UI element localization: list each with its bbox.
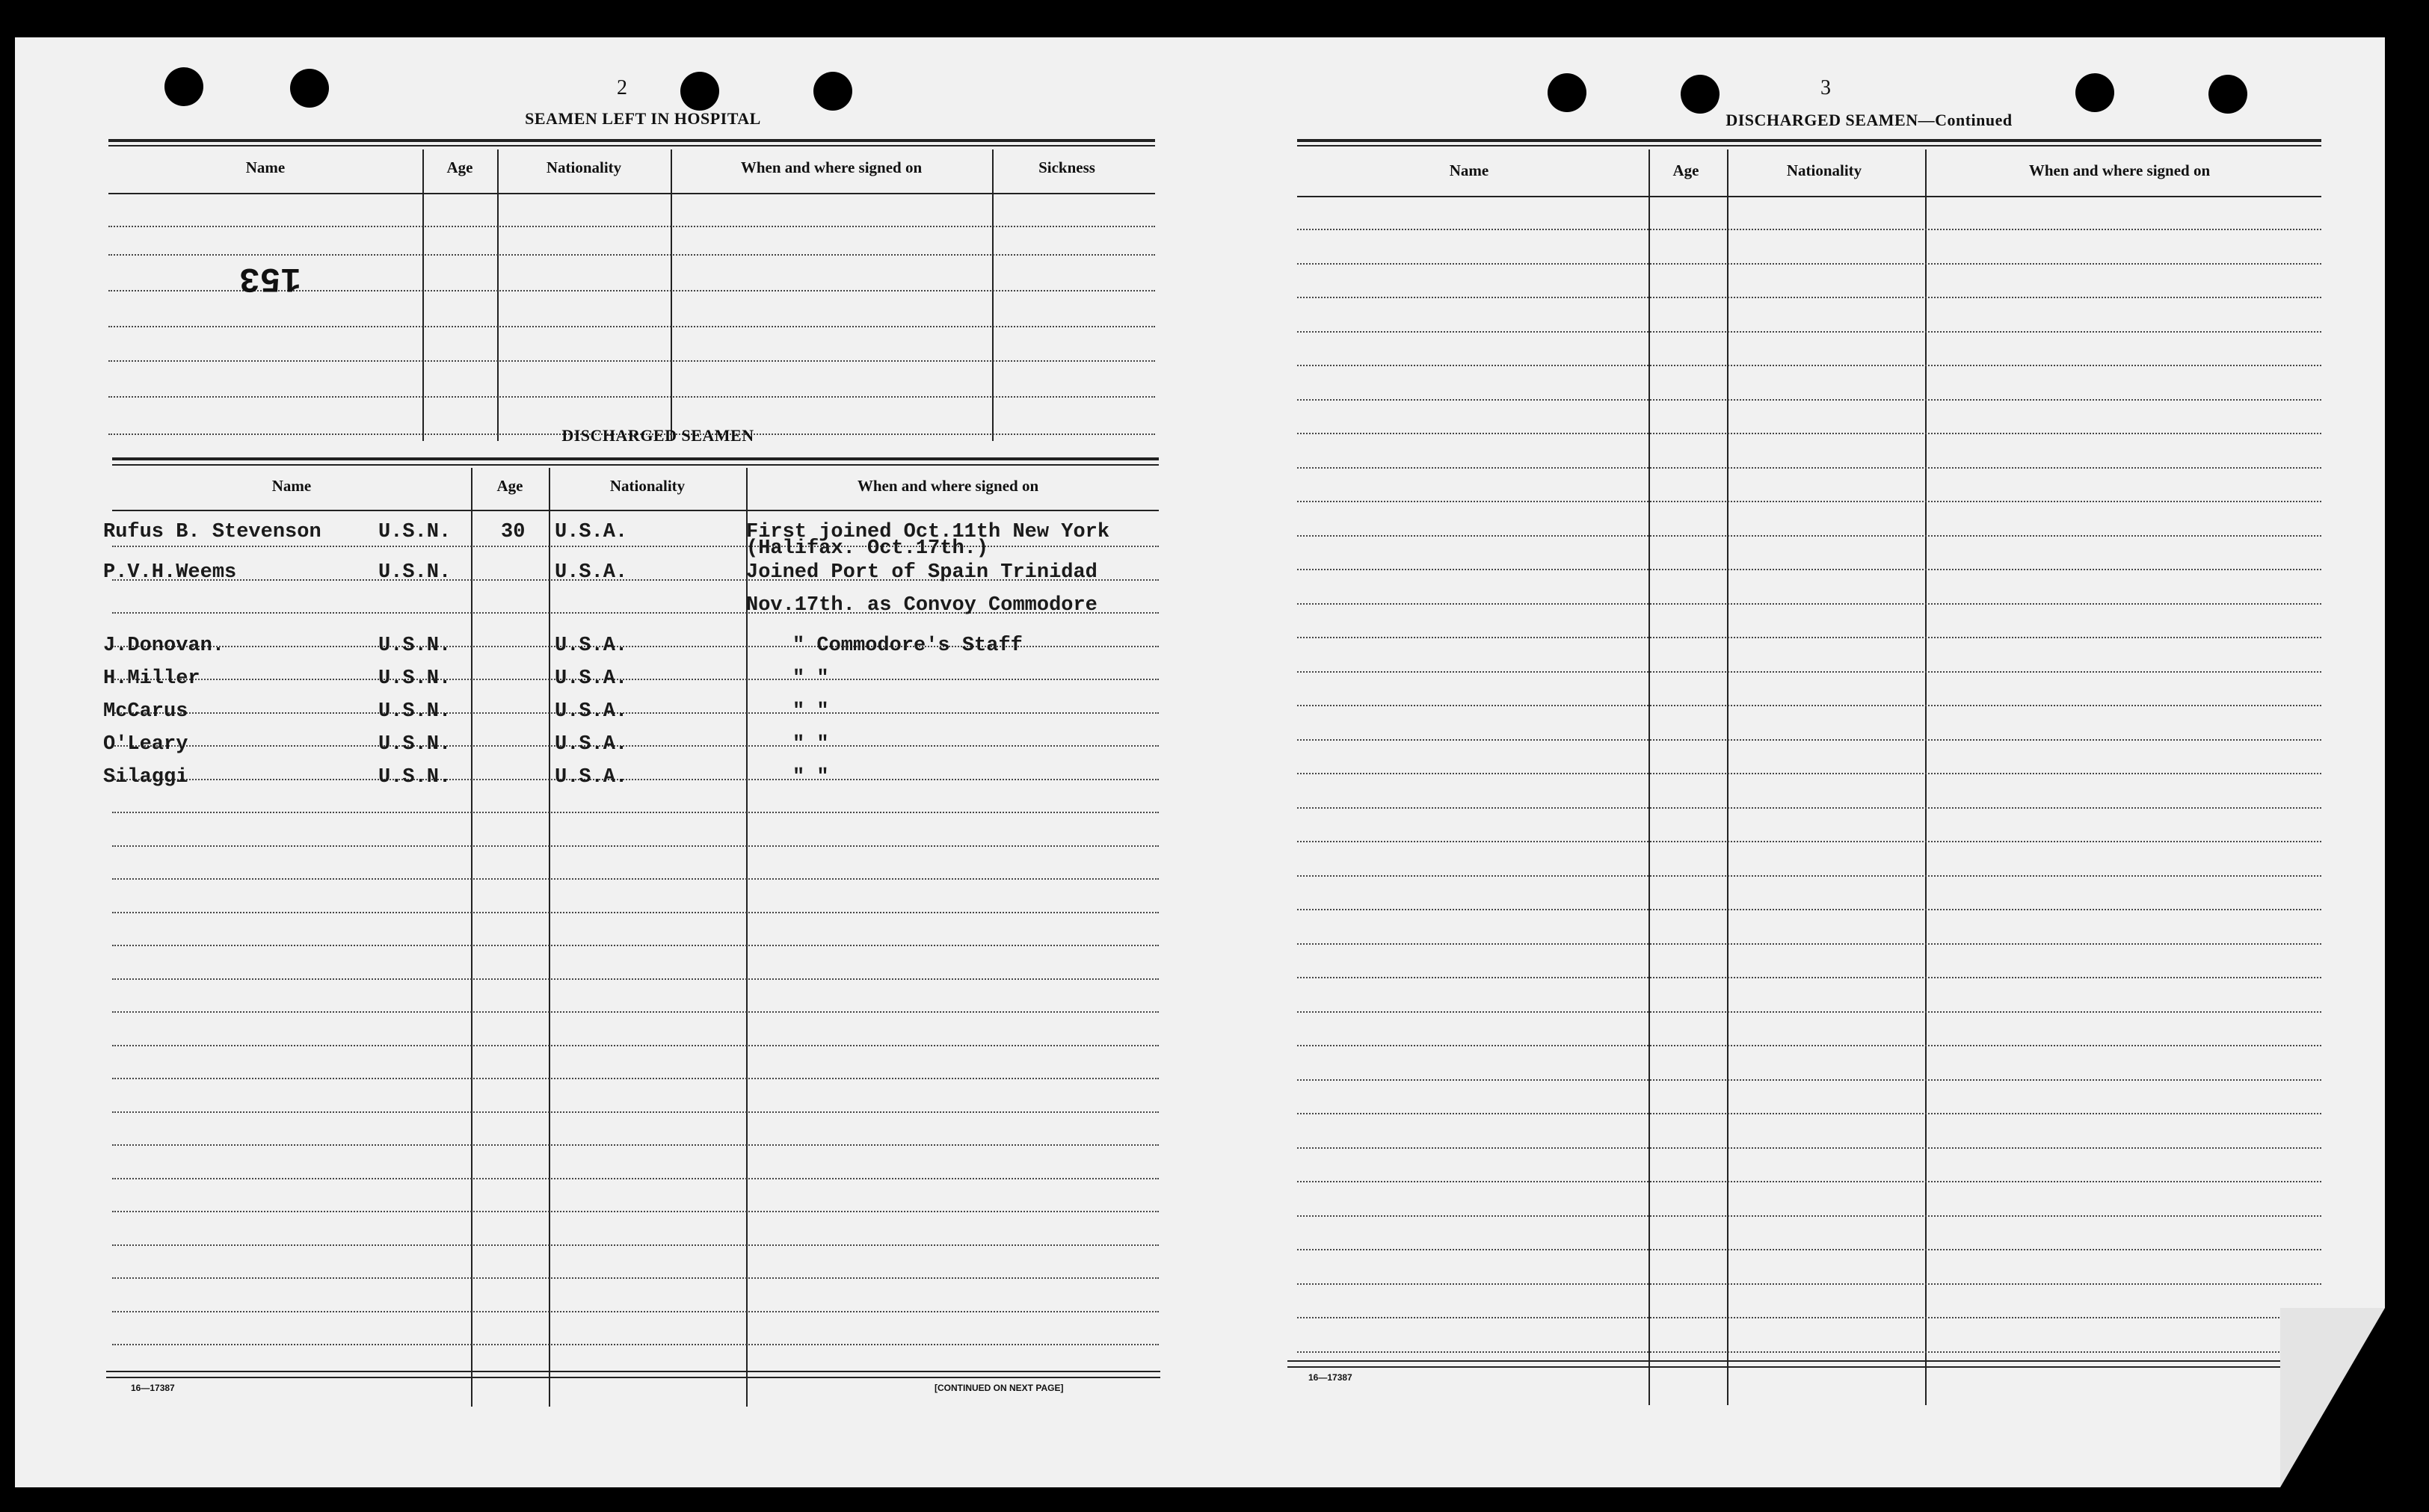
ruled-line	[1297, 807, 2321, 809]
seaman-name: McCarus	[103, 700, 188, 723]
seaman-nationality: U.S.A.	[555, 521, 628, 543]
ruled-line	[1297, 535, 2321, 537]
ruled-line	[112, 1244, 1159, 1246]
left-page	[15, 37, 1196, 1487]
ruled-line	[112, 1045, 1159, 1046]
seaman-signed-on: " "	[792, 733, 829, 756]
punch-hole	[680, 72, 719, 111]
discharged-header-signed-on: When and where signed on	[857, 477, 1039, 495]
right-header-signed-on: When and where signed on	[2028, 161, 2211, 179]
ruled-line	[1297, 603, 2321, 605]
seaman-signed-on: " "	[792, 700, 829, 723]
seaman-age: 30	[501, 521, 526, 543]
ruled-line	[1297, 1045, 2321, 1046]
seaman-nationality: U.S.A.	[555, 635, 628, 657]
right-header-age: Age	[1672, 161, 1699, 179]
page-curl	[2280, 1308, 2385, 1487]
ruled-line	[1297, 229, 2321, 230]
seaman-signed-on: Nov.17th. as Convoy Commodore	[746, 594, 1097, 617]
ruled-line	[1297, 875, 2321, 877]
continued-note: [CONTINUED ON NEXT PAGE]	[935, 1383, 1064, 1393]
ruled-line	[112, 1011, 1159, 1013]
ruled-line	[112, 1078, 1159, 1079]
ruled-line	[1297, 909, 2321, 910]
ruled-line	[112, 1144, 1159, 1146]
ruled-line	[112, 1111, 1159, 1113]
seaman-name: Silaggi	[103, 766, 188, 789]
ruled-line	[1297, 569, 2321, 570]
ruled-line	[1297, 773, 2321, 774]
ruled-line	[1297, 399, 2321, 401]
seaman-signed-on: " Commodore's Staff	[792, 635, 1023, 657]
table-row	[15, 695, 1196, 728]
ruled-line	[1297, 637, 2321, 638]
page-number: 3	[1820, 76, 1831, 99]
right-header-name: Name	[1449, 161, 1489, 179]
seaman-name: H.Miller	[103, 667, 200, 690]
stamp-number: 153	[239, 259, 301, 297]
ruled-line	[112, 845, 1159, 847]
ruled-line	[1297, 331, 2321, 333]
punch-hole	[1548, 73, 1586, 112]
table-row	[15, 589, 1196, 622]
ruled-line	[112, 1211, 1159, 1212]
ruled-line	[112, 812, 1159, 813]
seaman-service: U.S.N.	[378, 700, 452, 723]
right-header-nationality: Nationality	[1786, 161, 1862, 179]
discharged-header-name: Name	[271, 477, 312, 495]
punch-hole	[290, 69, 329, 108]
seaman-name: Rufus B. Stevenson	[103, 521, 321, 543]
seaman-name: J.Donovan.	[103, 635, 225, 657]
seaman-service: U.S.N.	[378, 635, 452, 657]
table-row	[15, 761, 1196, 794]
form-number: 16—17387	[1308, 1372, 1352, 1383]
ruled-line	[1297, 841, 2321, 842]
ruled-line	[1297, 1147, 2321, 1149]
punch-hole	[813, 72, 852, 111]
punch-hole	[164, 67, 203, 106]
table-row	[15, 629, 1196, 662]
ruled-line	[1297, 1249, 2321, 1250]
ruled-line	[1297, 977, 2321, 978]
ruled-line	[1297, 297, 2321, 298]
seaman-name: P.V.H.Weems	[103, 561, 237, 584]
ruled-line	[1297, 943, 2321, 945]
page-number: 2	[617, 76, 627, 99]
seaman-signed-on: First joined Oct.11th New York	[746, 521, 1110, 543]
ruled-line	[1297, 671, 2321, 673]
hospital-header-nationality: Nationality	[546, 158, 622, 176]
ruled-line	[112, 1311, 1159, 1312]
hospital-header-age: Age	[446, 158, 473, 176]
ruled-line	[1297, 1215, 2321, 1217]
punch-hole	[1681, 75, 1720, 114]
ruled-line	[1297, 1113, 2321, 1114]
hospital-header-name: Name	[245, 158, 286, 176]
seaman-signed-on: Joined Port of Spain Trinidad	[746, 561, 1097, 584]
table-row	[15, 556, 1196, 589]
seaman-signed-on: " "	[792, 667, 829, 690]
ruled-line	[112, 1277, 1159, 1279]
ruled-line	[112, 978, 1159, 980]
hospital-section-title: SEAMEN LEFT IN HOSPITAL	[525, 109, 761, 128]
ruled-line	[1297, 433, 2321, 434]
ruled-line	[1297, 365, 2321, 366]
ruled-line	[112, 1178, 1159, 1179]
ruled-line	[1297, 1283, 2321, 1285]
seaman-signed-on: (Halifax. Oct.17th.)	[746, 537, 989, 560]
seaman-nationality: U.S.A.	[555, 667, 628, 690]
seaman-nationality: U.S.A.	[555, 561, 628, 584]
table-row	[15, 662, 1196, 695]
table-row	[15, 728, 1196, 761]
discharged-header-nationality: Nationality	[609, 477, 686, 495]
right-page	[1196, 37, 2385, 1487]
seaman-service: U.S.N.	[378, 733, 452, 756]
hospital-header-sickness: Sickness	[1038, 158, 1095, 176]
ruled-line	[112, 945, 1159, 946]
ruled-line	[1297, 739, 2321, 741]
ruled-line	[1297, 705, 2321, 706]
ruled-line	[112, 912, 1159, 913]
ruled-line	[1297, 1181, 2321, 1182]
seaman-service: U.S.N.	[378, 521, 452, 543]
seaman-service: U.S.N.	[378, 561, 452, 584]
seaman-signed-on: " "	[792, 766, 829, 789]
punch-hole	[2208, 75, 2247, 114]
discharged-header-age: Age	[496, 477, 523, 495]
ruled-line	[1297, 1317, 2321, 1318]
seaman-nationality: U.S.A.	[555, 733, 628, 756]
ruled-line	[1297, 467, 2321, 469]
discharged-section-title: DISCHARGED SEAMEN	[561, 426, 754, 445]
ruled-line	[112, 1344, 1159, 1345]
ruled-line	[1297, 263, 2321, 265]
punch-hole	[2075, 73, 2114, 112]
ruled-line	[1297, 1351, 2321, 1353]
form-number: 16—17387	[131, 1383, 175, 1393]
right-section-title: DISCHARGED SEAMEN—Continued	[1725, 111, 2013, 129]
seaman-service: U.S.N.	[378, 766, 452, 789]
seaman-nationality: U.S.A.	[555, 700, 628, 723]
ruled-line	[1297, 1011, 2321, 1013]
ruled-line	[1297, 1079, 2321, 1081]
seaman-nationality: U.S.A.	[555, 766, 628, 789]
hospital-header-signed-on: When and where signed on	[740, 158, 923, 176]
seaman-name: O'Leary	[103, 733, 188, 756]
seaman-service: U.S.N.	[378, 667, 452, 690]
ruled-line	[1297, 501, 2321, 502]
ruled-line	[112, 878, 1159, 880]
